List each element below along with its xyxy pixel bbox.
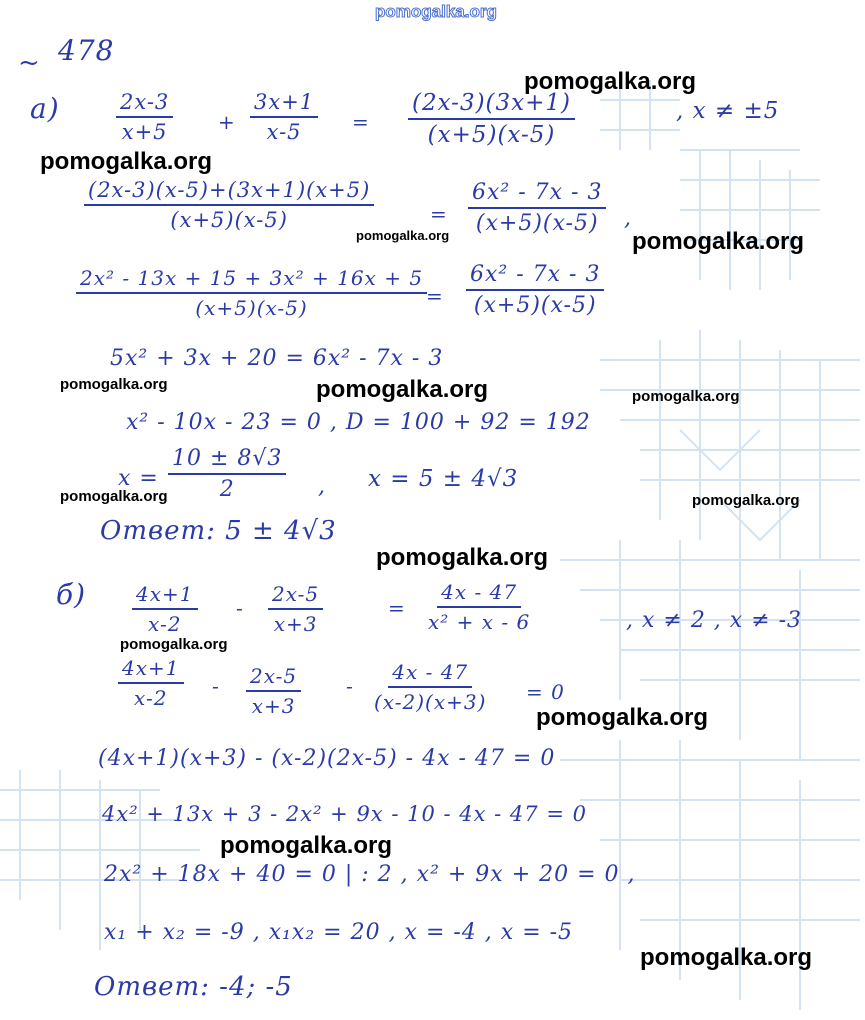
watermark: pomogalka.org xyxy=(60,376,168,393)
watermark: pomogalka.org xyxy=(220,832,393,859)
b5-equation: 2x² + 18x + 40 = 0 | : 2 , x² + 9x + 20 = 0 , xyxy=(104,862,636,887)
b1-f1-num: 4x+1 xyxy=(132,582,198,610)
top-watermark: pomogalka.org xyxy=(375,2,497,21)
watermark: pomogalka.org xyxy=(120,636,228,653)
a-answer: Ответ: 5 ± 4√3 xyxy=(100,516,337,546)
watermark: pomogalka.org xyxy=(40,148,213,175)
b2-f1-num: 4x+1 xyxy=(118,656,184,684)
watermark: pomogalka.org xyxy=(632,228,805,255)
b1-f2-den: x+3 xyxy=(273,612,318,636)
part-a-label: а) xyxy=(30,92,60,125)
a1-eq: = xyxy=(352,110,370,134)
b-answer: Ответ: -4; -5 xyxy=(94,972,293,1002)
a1-condition: , x ≠ ±5 xyxy=(676,98,780,124)
b1-rhs-num: 4x - 47 xyxy=(437,580,521,608)
a1-f2-den: x-5 xyxy=(266,120,302,144)
watermark: pomogalka.org xyxy=(60,488,168,505)
a3-lhs-num: 2x² - 13x + 15 + 3x² + 16x + 5 xyxy=(76,266,427,294)
b3-equation: (4x+1)(x+3) - (x-2)(2x-5) - 4x - 47 = 0 xyxy=(98,746,556,771)
b2-tail: = 0 xyxy=(526,680,565,704)
a2-tail: , xyxy=(624,206,632,231)
b2-f3-den: (x-2)(x+3) xyxy=(374,690,487,714)
a1-fraction-rhs xyxy=(408,90,575,148)
a3-eq: = xyxy=(426,284,444,308)
watermark: pomogalka.org xyxy=(640,944,813,971)
part-b-label: б) xyxy=(56,578,87,611)
a2-lhs-num: (2x-3)(x-5)+(3x+1)(x+5) xyxy=(84,178,374,206)
b2-f3-num: 4x - 47 xyxy=(388,660,472,688)
a1-rhs-num: (2x-3)(3x+1) xyxy=(408,90,575,120)
b1-fraction-rhs xyxy=(424,580,534,634)
watermark: pomogalka.org xyxy=(692,492,800,509)
a2-rhs-num: 6x² - 7x - 3 xyxy=(468,180,606,209)
a1-f1-num: 2x-3 xyxy=(116,90,173,118)
watermark: pomogalka.org xyxy=(356,228,450,243)
b2-f2-num: 2x-5 xyxy=(246,664,301,692)
a2-fraction-rhs xyxy=(468,180,606,236)
a2-rhs-den: (x+5)(x-5) xyxy=(475,211,599,236)
a6-num: 10 ± 8√3 xyxy=(168,446,286,475)
watermark: pomogalka.org xyxy=(316,376,489,403)
a3-lhs-den: (x+5)(x-5) xyxy=(195,296,308,320)
b1-minus: - xyxy=(236,596,244,620)
a6-sep: , xyxy=(318,474,326,499)
a1-f1-den: x+5 xyxy=(121,120,168,144)
b2-fraction-3 xyxy=(370,660,490,714)
b2-fraction-2 xyxy=(246,664,301,718)
a1-fraction-1 xyxy=(116,90,173,144)
watermark: pomogalka.org xyxy=(376,544,549,571)
a1-rhs-den: (x+5)(x-5) xyxy=(427,122,556,148)
a6-result: x = 5 ± 4√3 xyxy=(368,466,519,492)
watermark: pomogalka.org xyxy=(632,388,740,405)
b1-condition: , x ≠ 2 , x ≠ -3 xyxy=(626,608,803,633)
a6-fraction xyxy=(168,446,286,502)
bullet-mark: ~ xyxy=(18,48,41,78)
a1-plus: + xyxy=(218,110,236,134)
a6-den: 2 xyxy=(219,477,235,502)
b2-f1-den: x-2 xyxy=(134,686,168,710)
a2-fraction-lhs xyxy=(84,178,374,232)
b1-fraction-2 xyxy=(268,582,323,636)
a2-eq: = xyxy=(430,202,448,226)
b2-minus2: - xyxy=(346,674,354,698)
b6-equation: x₁ + x₂ = -9 , x₁x₂ = 20 , x = -4 , x = -5 xyxy=(104,920,574,945)
b1-rhs-den: x² + x - 6 xyxy=(428,610,531,634)
a2-lhs-den: (x+5)(x-5) xyxy=(170,208,288,232)
a3-fraction-rhs xyxy=(466,262,604,318)
b1-eq: = xyxy=(388,596,406,620)
b1-fraction-1 xyxy=(132,582,198,636)
a1-fraction-2 xyxy=(250,90,318,144)
a5-equation: x² - 10x - 23 = 0 , D = 100 + 92 = 192 xyxy=(126,410,591,435)
a3-rhs-num: 6x² - 7x - 3 xyxy=(466,262,604,291)
b4-equation: 4x² + 13x + 3 - 2x² + 9x - 10 - 4x - 47 = 0 xyxy=(102,802,587,826)
a4-equation: 5x² + 3x + 20 = 6x² - 7x - 3 xyxy=(110,346,444,371)
a3-fraction-lhs xyxy=(76,266,427,320)
a1-f2-num: 3x+1 xyxy=(250,90,318,118)
watermark: pomogalka.org xyxy=(536,704,709,731)
b1-f2-num: 2x-5 xyxy=(268,582,323,610)
a6-x-eq: x = xyxy=(118,466,159,491)
b2-minus1: - xyxy=(212,674,220,698)
b2-fraction-1 xyxy=(118,656,184,710)
problem-number: 478 xyxy=(58,34,115,67)
watermark: pomogalka.org xyxy=(524,68,697,95)
a3-rhs-den: (x+5)(x-5) xyxy=(473,293,597,318)
b1-f1-den: x-2 xyxy=(148,612,182,636)
b2-f2-den: x+3 xyxy=(251,694,296,718)
